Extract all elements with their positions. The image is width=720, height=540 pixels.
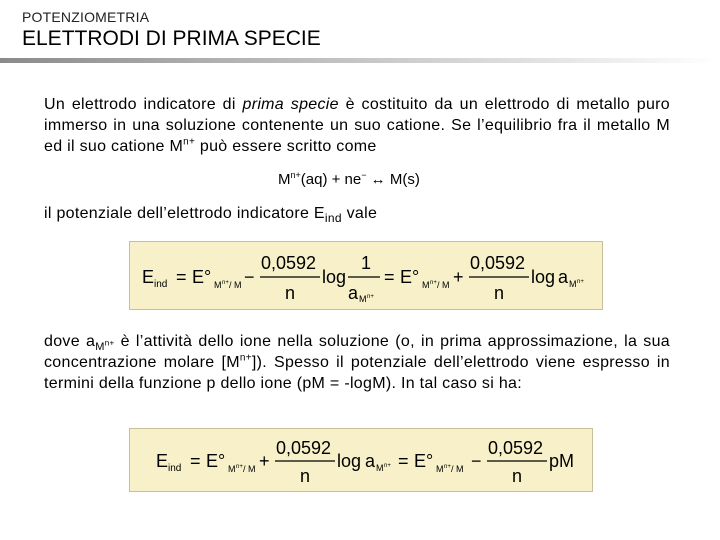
svg-text:/ M: / M <box>437 280 450 290</box>
svg-text:n+: n+ <box>222 280 229 286</box>
svg-text:M: M <box>359 294 367 304</box>
svg-text:M: M <box>228 464 236 474</box>
svg-text:M: M <box>436 464 444 474</box>
svg-text:E: E <box>156 451 169 471</box>
svg-text:E°: E° <box>414 451 434 471</box>
svg-text:0,0592: 0,0592 <box>276 438 332 458</box>
svg-text:0,0592: 0,0592 <box>488 438 544 458</box>
svg-text:E°: E° <box>192 267 212 287</box>
double-arrow-icon: ↔ <box>370 171 386 188</box>
section-kicker: POTENZIOMETRIA <box>22 9 150 25</box>
svg-text:ind: ind <box>168 463 182 474</box>
formula1-num-b: 0,0592 <box>470 253 526 273</box>
svg-text:E°: E° <box>400 267 420 287</box>
svg-text:pM: pM <box>549 451 575 471</box>
paragraph-intro: Un elettrodo indicatore di prima specie è costituito da un elettrodo di metallo puro immerso in una soluzione contenente un suo catione. Se l’equilibrio fra il metallo M ed il suo catione $M^{n+}$ può essere scritto come <box>44 96 670 155</box>
emphasis-prima-specie: prima specie <box>242 96 339 113</box>
svg-text:log: log <box>531 267 556 287</box>
svg-text:n: n <box>512 466 523 486</box>
svg-text:E°: E° <box>206 451 226 471</box>
svg-text:n+: n+ <box>577 279 584 285</box>
svg-text:/ M: / M <box>229 280 242 290</box>
page-title: ELETTRODI DI PRIMA SPECIE <box>22 27 321 50</box>
formula-box-activity <box>129 241 603 310</box>
formula1-num-a: 0,0592 <box>261 253 317 273</box>
svg-text:+: + <box>453 267 464 287</box>
svg-text:n: n <box>494 283 505 303</box>
formula-box-pM <box>129 428 593 492</box>
svg-text:n+: n+ <box>367 294 374 300</box>
svg-text:a: a <box>348 283 359 303</box>
svg-text:n+: n+ <box>430 280 437 286</box>
svg-text:−: − <box>471 451 482 471</box>
paragraph-potential: il potenziale dell’elettrodo indicatore $E_{ind}$ vale <box>44 205 378 226</box>
svg-text:M: M <box>569 279 577 289</box>
svg-text:=: = <box>190 451 201 471</box>
svg-text:n+: n+ <box>384 463 391 469</box>
svg-text:log: log <box>337 451 362 471</box>
svg-text:M: M <box>376 463 384 473</box>
svg-text:a: a <box>365 451 376 471</box>
svg-text:/ M: / M <box>451 464 464 474</box>
svg-text:log: log <box>322 267 347 287</box>
paragraph-activity: dove $a_{M^{n+}}$ è l’attività dello ione nella soluzione (o, in prima approssimazione, la sua concentrazione molare $[M^{n+}]$). Spesso il potenziale dell’elettrodo viene espresso in termini della funzione p dello ione (pM = -logM). In tal caso si ha: <box>44 333 671 392</box>
svg-text:n+: n+ <box>444 464 451 470</box>
title-rule <box>0 58 720 63</box>
svg-text:=: = <box>384 267 395 287</box>
svg-text:ind: ind <box>154 279 168 290</box>
svg-text:n: n <box>300 466 311 486</box>
svg-text:M: M <box>422 280 430 290</box>
svg-text:/ M: / M <box>243 464 256 474</box>
svg-text:+: + <box>259 451 270 471</box>
svg-text:−: − <box>244 267 255 287</box>
svg-text:M: M <box>214 280 222 290</box>
formula1-E: E <box>142 267 155 287</box>
svg-text:n: n <box>285 283 296 303</box>
svg-text:=: = <box>176 267 187 287</box>
svg-text:n+: n+ <box>236 464 243 470</box>
equilibrium-equation: $M^{n+}(aq) + ne^-$ ↔ M(s) <box>278 170 420 188</box>
svg-text:=: = <box>398 451 409 471</box>
svg-text:a: a <box>558 267 569 287</box>
svg-text:1: 1 <box>361 253 372 273</box>
